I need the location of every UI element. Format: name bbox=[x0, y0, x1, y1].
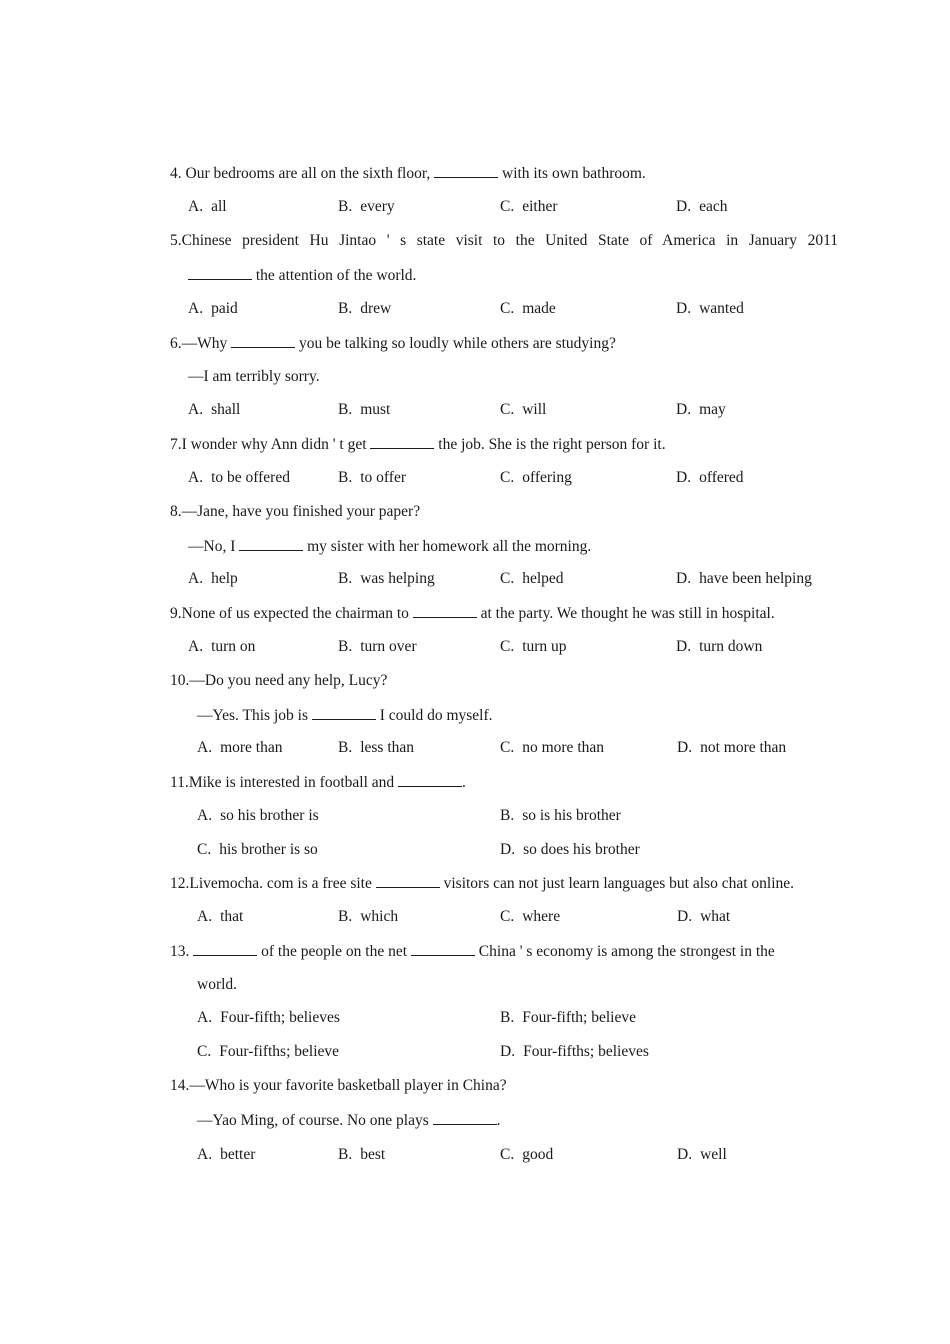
option-d: D. offered bbox=[676, 469, 744, 486]
option-d: D. have been helping bbox=[676, 570, 812, 587]
question-text: the attention of the world. bbox=[255, 267, 417, 284]
option-a: A. help bbox=[188, 570, 238, 587]
question-number: 7. bbox=[170, 436, 182, 453]
question-6-reply bbox=[188, 367, 320, 387]
question-10 bbox=[170, 671, 387, 691]
option-a: A. to be offered bbox=[188, 469, 290, 486]
option-d: D. turn down bbox=[676, 638, 763, 655]
question-text: —I am terribly sorry. bbox=[188, 368, 320, 385]
question-8-reply bbox=[188, 536, 591, 557]
option-b: B. less than bbox=[338, 739, 415, 756]
option-d: D. well bbox=[677, 1146, 727, 1163]
option-a: A. that bbox=[197, 908, 244, 925]
option-b: B. must bbox=[338, 401, 391, 418]
question-9 bbox=[170, 603, 775, 624]
option-d: D. what bbox=[677, 908, 731, 925]
option-c: C. offering bbox=[500, 469, 572, 486]
option-d: D. Four-fifths; believes bbox=[500, 1043, 649, 1060]
option-d: D. may bbox=[676, 401, 726, 418]
option-b: B. every bbox=[338, 198, 395, 215]
question-text: with its own bathroom. bbox=[502, 165, 646, 182]
answer-blank bbox=[411, 941, 475, 956]
answer-blank bbox=[376, 873, 440, 888]
question-13-line-2 bbox=[197, 975, 237, 995]
question-number: 14. bbox=[170, 1077, 190, 1094]
question-text: of the people on the net bbox=[261, 943, 408, 960]
question-text: my sister with her homework all the morning. bbox=[307, 538, 592, 555]
question-text: . bbox=[496, 1112, 501, 1129]
question-11 bbox=[170, 772, 466, 793]
question-4 bbox=[170, 163, 646, 184]
question-text: —Do you need any help, Lucy? bbox=[189, 672, 388, 689]
option-c: C. turn up bbox=[500, 638, 567, 655]
question-number: 6. bbox=[170, 335, 182, 352]
question-number: 5. bbox=[170, 232, 182, 249]
option-c: C. either bbox=[500, 198, 558, 215]
question-text: world. bbox=[197, 976, 238, 993]
question-number: 4. bbox=[170, 165, 182, 182]
answer-blank bbox=[433, 1110, 497, 1125]
option-b: B. so is his brother bbox=[500, 807, 621, 824]
option-a: A. Four-fifth; believes bbox=[197, 1009, 340, 1026]
question-14 bbox=[170, 1076, 507, 1096]
answer-blank bbox=[239, 536, 303, 551]
question-number: 13. bbox=[170, 943, 190, 960]
question-text: Chinese president Hu Jintao ' s state visit to the United State of America in January 2011 bbox=[181, 232, 838, 249]
question-6 bbox=[170, 333, 616, 354]
option-b: B. was helping bbox=[338, 570, 435, 587]
question-text: None of us expected the chairman to bbox=[181, 605, 409, 622]
question-text: Mike is interested in football and bbox=[188, 774, 395, 791]
option-d: D. so does his brother bbox=[500, 841, 640, 858]
question-number: 10. bbox=[170, 672, 190, 689]
option-a: A. turn on bbox=[188, 638, 256, 655]
question-text: the job. She is the right person for it. bbox=[438, 436, 666, 453]
question-text: China ' s economy is among the strongest in the bbox=[478, 943, 775, 960]
answer-blank bbox=[312, 705, 376, 720]
question-text: —Jane, have you finished your paper? bbox=[181, 503, 421, 520]
question-text: —No, I bbox=[188, 538, 236, 555]
question-text: Livemocha. com is a free site bbox=[189, 875, 372, 892]
answer-blank bbox=[231, 333, 295, 348]
question-number: 11. bbox=[170, 774, 189, 791]
question-number: 12. bbox=[170, 875, 190, 892]
answer-blank bbox=[413, 603, 477, 618]
question-text: visitors can not just learn languages but also chat online. bbox=[443, 875, 795, 892]
question-text: Our bedrooms are all on the sixth floor, bbox=[185, 165, 431, 182]
option-d: D. each bbox=[676, 198, 728, 215]
option-c: C. where bbox=[500, 908, 561, 925]
option-a: A. more than bbox=[197, 739, 283, 756]
answer-blank bbox=[370, 434, 434, 449]
question-text: at the party. We thought he was still in hospital. bbox=[480, 605, 775, 622]
answer-blank bbox=[434, 163, 498, 178]
option-c: C. good bbox=[500, 1146, 554, 1163]
option-b: B. to offer bbox=[338, 469, 406, 486]
question-text: —Yes. This job is bbox=[197, 707, 308, 724]
answer-blank bbox=[398, 772, 462, 787]
question-number: 9. bbox=[170, 605, 182, 622]
answer-blank bbox=[193, 941, 257, 956]
option-b: B. best bbox=[338, 1146, 386, 1163]
option-c: C. made bbox=[500, 300, 556, 317]
option-b: B. drew bbox=[338, 300, 392, 317]
option-b: B. Four-fifth; believe bbox=[500, 1009, 636, 1026]
option-c: C. will bbox=[500, 401, 547, 418]
option-a: A. better bbox=[197, 1146, 256, 1163]
question-text: —Why bbox=[181, 335, 228, 352]
option-c: C. Four-fifths; believe bbox=[197, 1043, 340, 1060]
question-number: 8. bbox=[170, 503, 182, 520]
question-text: I wonder why Ann didn ' t get bbox=[181, 436, 367, 453]
question-5 bbox=[170, 231, 838, 251]
question-text: I could do myself. bbox=[379, 707, 493, 724]
option-a: A. so his brother is bbox=[197, 807, 319, 824]
answer-blank bbox=[188, 265, 252, 280]
option-a: A. all bbox=[188, 198, 227, 215]
question-text: you be talking so loudly while others are studying? bbox=[299, 335, 616, 352]
question-12 bbox=[170, 873, 794, 894]
question-8 bbox=[170, 502, 420, 522]
option-d: D. wanted bbox=[676, 300, 744, 317]
question-13 bbox=[170, 941, 775, 962]
question-14-reply bbox=[197, 1110, 501, 1131]
option-b: B. which bbox=[338, 908, 399, 925]
question-text: . bbox=[462, 774, 466, 791]
option-d: D. not more than bbox=[677, 739, 787, 756]
question-5-line-2 bbox=[188, 265, 416, 286]
question-10-reply bbox=[197, 705, 493, 726]
question-text: —Who is your favorite basketball player in China? bbox=[189, 1077, 507, 1094]
option-c: C. no more than bbox=[500, 739, 605, 756]
option-a: A. shall bbox=[188, 401, 241, 418]
option-b: B. turn over bbox=[338, 638, 417, 655]
question-text: —Yao Ming, of course. No one plays bbox=[197, 1112, 429, 1129]
option-a: A. paid bbox=[188, 300, 238, 317]
question-7 bbox=[170, 434, 666, 455]
option-c: C. his brother is so bbox=[197, 841, 318, 858]
option-c: C. helped bbox=[500, 570, 564, 587]
